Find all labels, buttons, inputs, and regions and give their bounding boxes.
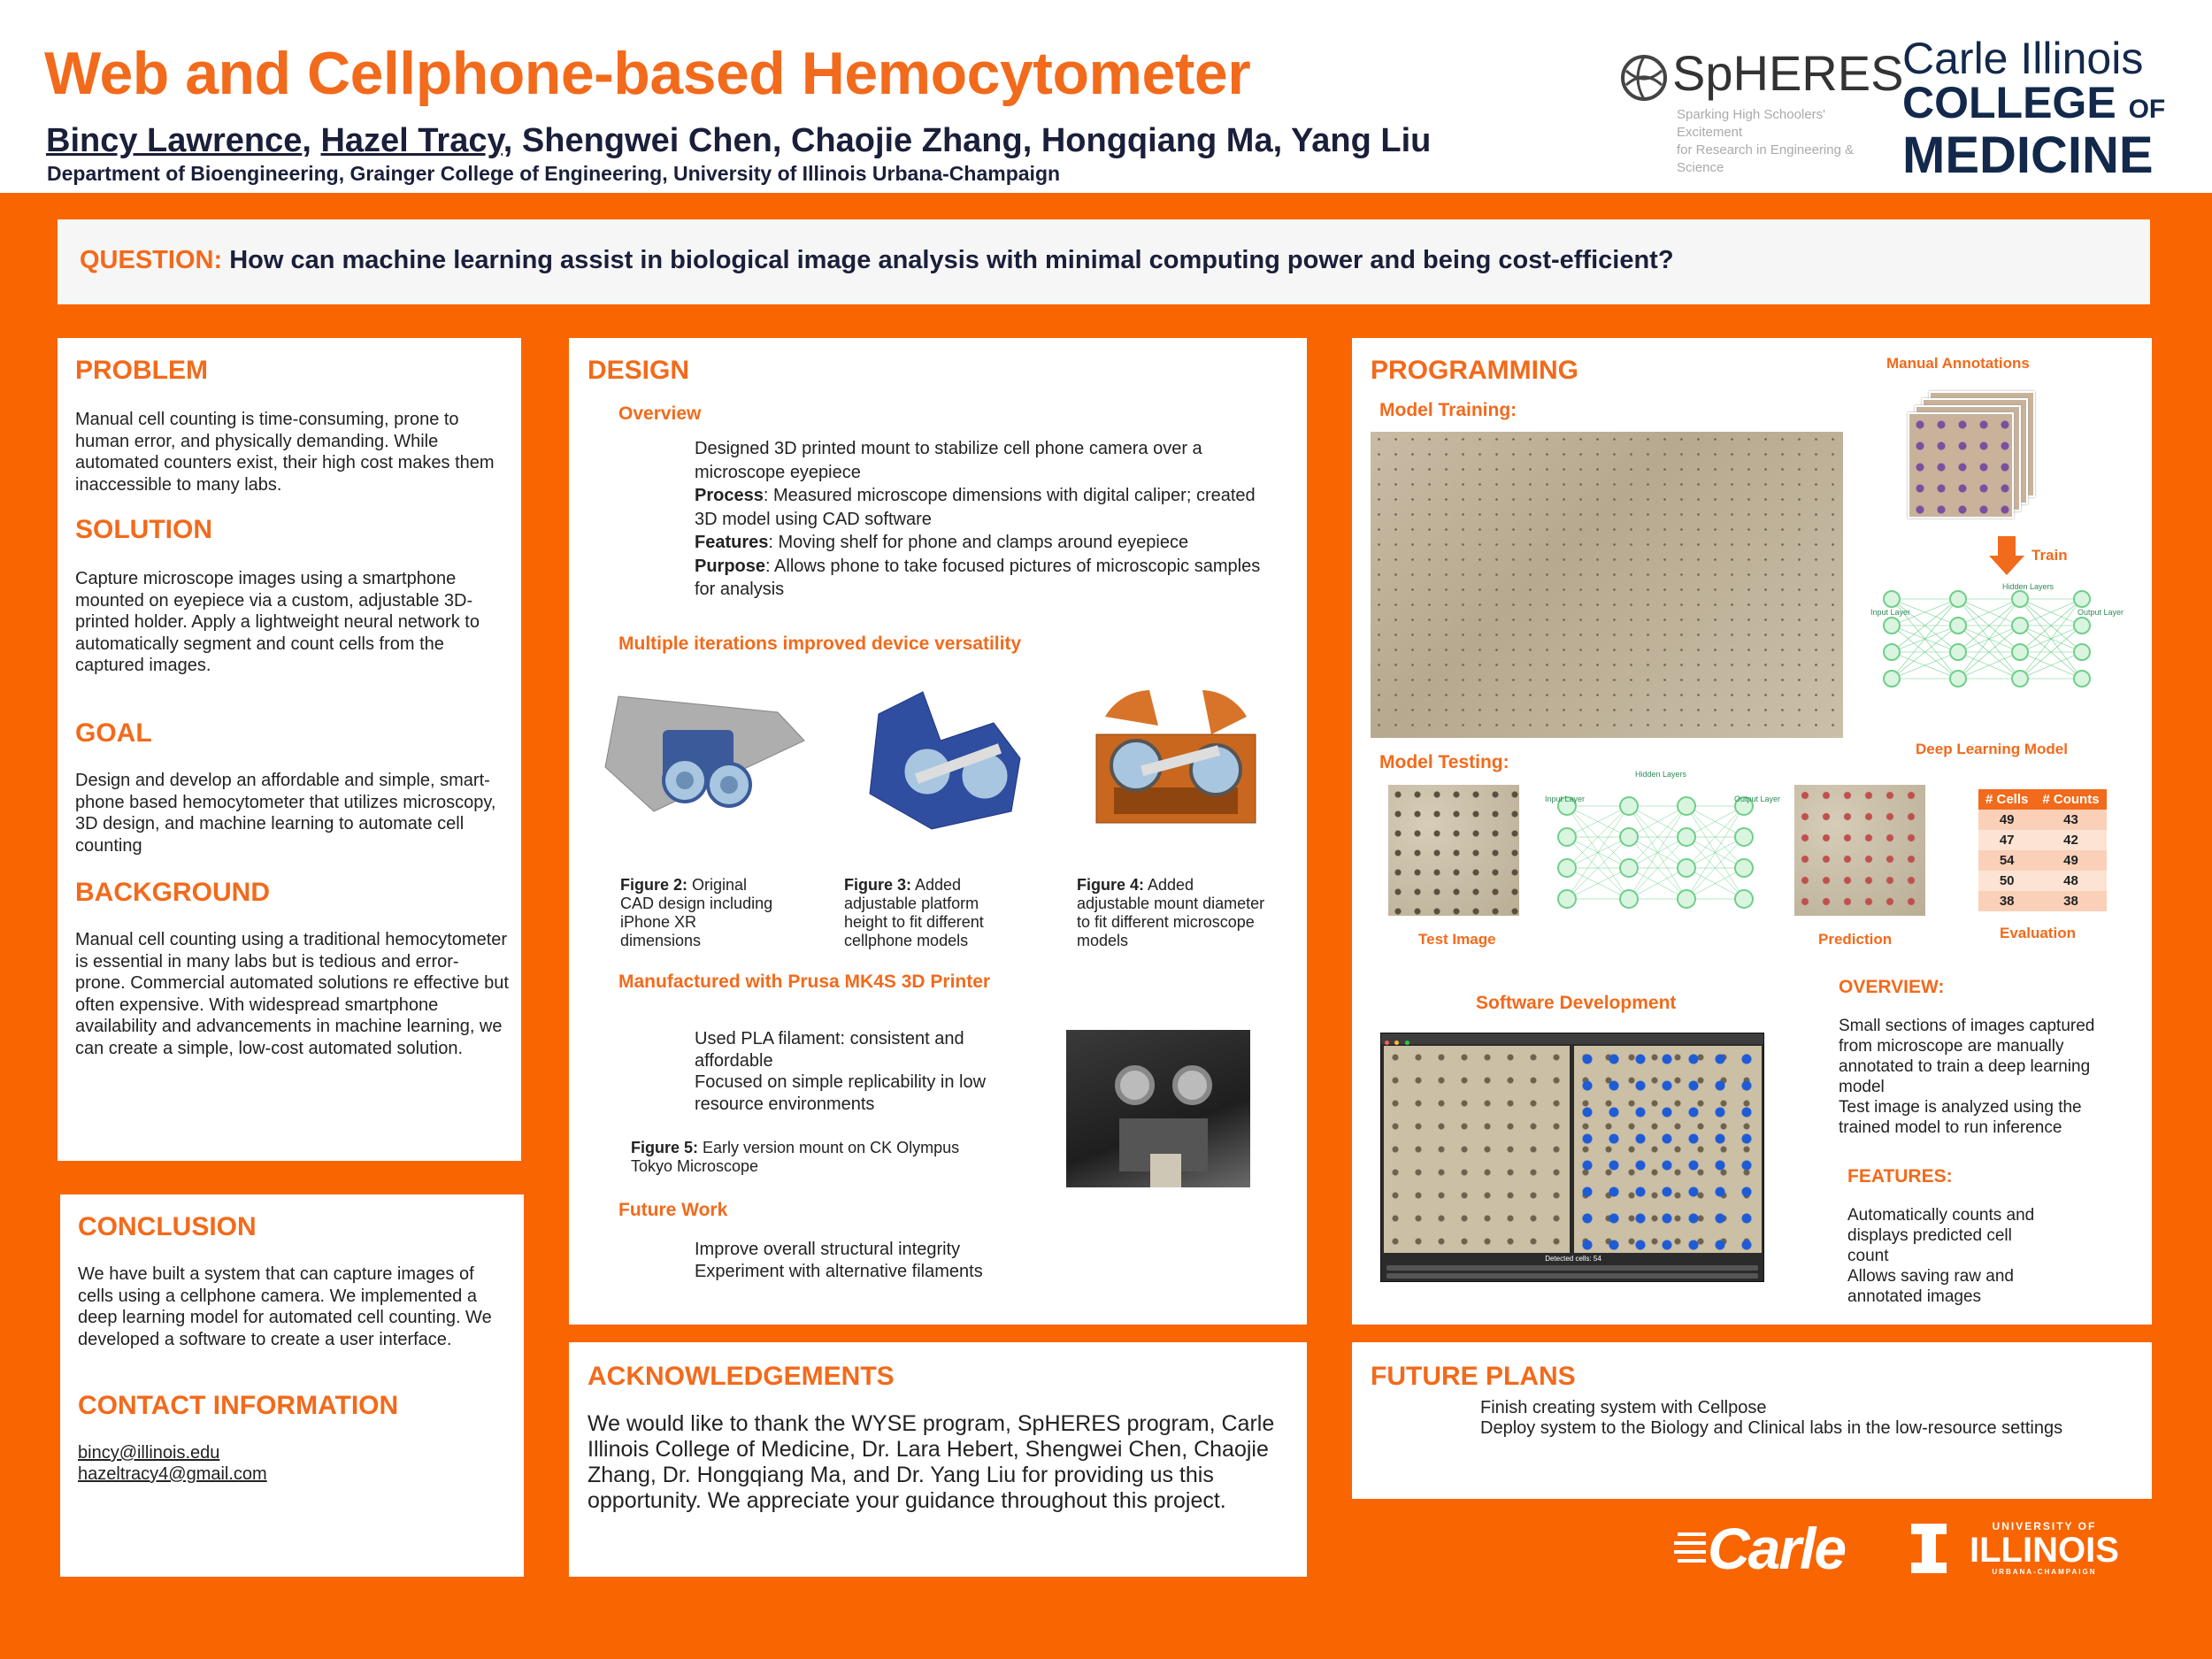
carle-logo-line1: Carle Illinois — [1902, 34, 2144, 83]
figure-3-label: Figure 3: — [844, 876, 912, 894]
test-image — [1388, 785, 1519, 916]
eval-header-counts: # Counts — [2035, 789, 2106, 810]
manual-annotations-stack — [1908, 391, 2058, 533]
window-titlebar — [1381, 1033, 1763, 1044]
feature-item: Automatically counts and displays predicted cell count — [1847, 1206, 2035, 1265]
eval-cell: 48 — [2035, 871, 2106, 891]
hidden-layers-label: Hidden Layers — [2002, 582, 2055, 591]
contact-heading: CONTACT INFORMATION — [78, 1391, 399, 1420]
question-label: QUESTION: — [80, 246, 223, 274]
block-i-icon — [1911, 1524, 1947, 1573]
author-2: Hazel Tracy, — [320, 122, 513, 159]
author-1: Bincy Lawrence — [46, 122, 303, 159]
carle-illinois-logo — [1902, 34, 2166, 184]
overview-item-text: : Measured microscope dimensions with digital caliper; created 3D model using CAD software — [695, 486, 1256, 529]
annotated-image-pane — [1574, 1046, 1762, 1253]
iterations-subheading: Multiple iterations improved device versatility — [618, 634, 1022, 654]
acknowledgements-text: We would like to thank the WYSE program, SpHERES program, Carle Illinois College of Medicine, Dr. Lara Hebert, Shengwei Chen, Chaojie Zhang, Dr. Hongqiang Ma, and Dr. Yang Liu for providing us this opportunity. We appreciate your guidance throughout this project. — [588, 1411, 1275, 1513]
carle-logo-of: OF — [2128, 95, 2166, 124]
future-plans-list — [1480, 1398, 2062, 1439]
background-heading: BACKGROUND — [75, 878, 270, 907]
neural-network-diagram — [1878, 581, 2144, 705]
poster-title: Web and Cellphone-based Hemocytometer — [44, 40, 1251, 107]
eval-header-cells: # Cells — [1978, 789, 2035, 810]
manufacturing-list — [695, 1028, 995, 1115]
background-text: Manual cell counting using a traditional hemocytometer is essential in many labs but is tedious and error-prone. Commercial automated solutions re effective but often expensive. With widespread smartphone availability and advancements in machine learning, we can create a simple, low-cost automated solution. — [75, 930, 509, 1058]
acknowledgements-panel — [569, 1342, 1307, 1577]
overview-subheading: Overview — [618, 403, 702, 424]
uni-line2: ILLINOIS — [1970, 1531, 2119, 1570]
cad-figure-4 — [1079, 681, 1273, 836]
conclusion-panel — [60, 1194, 524, 1577]
overview-item — [695, 555, 1261, 602]
conclusion-heading: CONCLUSION — [78, 1212, 257, 1241]
programming-panel — [1352, 338, 2152, 1325]
uni-line1: UNIVERSITY OF — [1992, 1520, 2097, 1532]
carle-logo-college: COLLEGE — [1902, 78, 2116, 127]
output-layer-label: Output Layer — [2078, 608, 2124, 617]
eval-cell: 50 — [1978, 871, 2035, 891]
neural-network-test-diagram — [1554, 784, 1793, 917]
figure-4-caption — [1077, 876, 1267, 950]
department: Department of Bioengineering, Grainger College of Engineering, University of Illinois Urbana-Champaign — [47, 162, 1061, 185]
eval-cell: 38 — [2035, 891, 2106, 911]
table-row — [1978, 871, 2107, 891]
carle-logo — [1681, 1515, 1845, 1582]
problem-heading: PROBLEM — [75, 356, 208, 385]
manual-annotations-label: Manual Annotations — [1886, 355, 2030, 372]
figure-2-caption — [620, 876, 780, 950]
output-layer-label-2: Output Layer — [1734, 795, 1781, 803]
spheres-tag-1: Sparking High Schoolers' Excitement — [1677, 107, 1825, 140]
prog-overview-item: Test image is analyzed using the trained model to run inference — [1839, 1098, 2082, 1137]
overview-item — [695, 531, 1261, 555]
carle-logo-line3: MEDICINE — [1902, 127, 2154, 184]
problem-text: Manual cell counting is time-consuming, prone to human error, and physically demanding. While automated counters exist, their high cost makes them inaccessible to many labs. — [75, 410, 495, 495]
email-link-2[interactable]: hazeltracy4@gmail.com — [78, 1464, 267, 1484]
eval-cell: 43 — [2035, 810, 2106, 830]
left-panel — [58, 338, 521, 1161]
future-work-item: Improve overall structural integrity — [695, 1240, 961, 1259]
microscope-training-image — [1371, 432, 1843, 738]
design-panel — [569, 338, 1307, 1325]
feature-item: Allows saving raw and annotated images — [1847, 1267, 2014, 1306]
cad-figure-2 — [601, 687, 810, 833]
spheres-tagline — [1677, 106, 1880, 177]
overview-list — [695, 437, 1261, 602]
future-plans-heading: FUTURE PLANS — [1371, 1362, 1576, 1391]
train-label: Train — [2032, 547, 2068, 564]
acknowledgements-heading: ACKNOWLEDGEMENTS — [588, 1362, 895, 1391]
overview-item-bold: Process — [695, 486, 764, 505]
input-layer-label-2: Input Layer — [1545, 795, 1586, 803]
future-plans-item: Finish creating system with Cellpose — [1480, 1398, 1767, 1417]
prog-overview-list — [1839, 1016, 2131, 1138]
test-image-label: Test Image — [1418, 931, 1496, 948]
eval-cell: 38 — [1978, 891, 2035, 911]
future-work-item: Experiment with alternative filaments — [695, 1261, 983, 1281]
figure-3-text: Added adjustable platform height to fit different cellphone models — [844, 876, 984, 949]
question-body: How can machine learning assist in biological image analysis with minimal computing power and being cost-efficient? — [229, 246, 1674, 274]
manufacturing-item: Used PLA filament: consistent and affordable — [695, 1029, 964, 1071]
model-testing-subheading: Model Testing: — [1379, 752, 1509, 772]
prediction-image — [1794, 785, 1925, 916]
detected-cells-readout: Detected cells: 54 — [1545, 1255, 1601, 1263]
input-layer-label: Input Layer — [1870, 608, 1911, 617]
spheres-logo — [1619, 35, 1904, 175]
goal-heading: GOAL — [75, 718, 152, 748]
manufacturing-item: Focused on simple replicability in low resource environments — [695, 1072, 987, 1114]
authors — [46, 122, 1431, 160]
software-dev-subheading: Software Development — [1476, 993, 1677, 1013]
figure-4-label: Figure 4: — [1077, 876, 1145, 894]
model-training-subheading: Model Training: — [1379, 400, 1517, 420]
table-row — [1978, 810, 2107, 830]
eval-cell: 42 — [2035, 830, 2106, 850]
evaluation-label: Evaluation — [2000, 925, 2076, 941]
uni-line3: URBANA-CHAMPAIGN — [1992, 1568, 2097, 1576]
spheres-globe-icon — [1619, 51, 1669, 104]
conclusion-text: We have built a system that can capture images of cells using a cellphone camera. We implemented a deep learning model for automated cell counting. We developed a software to create a user interface. — [78, 1264, 492, 1349]
carle-logo-line2 — [1902, 78, 2166, 131]
goal-text: Design and develop an affordable and simple, smart-phone based hemocytometer that utilizes microscopy, 3D design, and machine learning to automate cell counting — [75, 771, 496, 856]
overview-item-bold: Features — [695, 533, 769, 552]
spheres-tag-2: for Research in Engineering & Science — [1677, 142, 1855, 175]
eval-cell: 47 — [1978, 830, 2035, 850]
table-row — [1978, 830, 2107, 850]
train-arrow-icon — [1989, 536, 2024, 575]
question-text — [80, 246, 1674, 275]
programming-heading: PROGRAMMING — [1371, 356, 1578, 385]
authors-rest: Shengwei Chen, Chaojie Zhang, Hongqiang Ma, Yang Liu — [512, 122, 1432, 159]
figure-3-caption — [844, 876, 1012, 950]
features-subheading: FEATURES: — [1847, 1166, 1953, 1187]
author-sep: , — [302, 122, 321, 159]
email-link-1[interactable]: bincy@illinois.edu — [78, 1443, 220, 1463]
raw-image-pane — [1384, 1046, 1570, 1253]
carle-logo-text: Carle — [1708, 1516, 1846, 1581]
table-row — [1978, 850, 2107, 871]
deep-learning-model-label: Deep Learning Model — [1916, 741, 2068, 757]
microscope-mount-photo — [1066, 1030, 1250, 1187]
figure-5-text: Early version mount on CK Olympus Tokyo Microscope — [631, 1139, 960, 1175]
overview-item — [695, 484, 1261, 531]
header — [0, 0, 2212, 193]
prog-overview-subheading: OVERVIEW: — [1839, 977, 1945, 997]
evaluation-table — [1978, 789, 2107, 911]
solution-text: Capture microscope images using a smartphone mounted on eyepiece via a custom, adjustable 3D-printed holder. Apply a lightweight neural network to automatically segment and count cells from the captured images. — [75, 569, 480, 675]
overview-item-bold: Purpose — [695, 556, 766, 576]
table-row — [1978, 891, 2107, 911]
figure-4-text: Added adjustable mount diameter to fit different microscope models — [1077, 876, 1265, 949]
university-of-illinois-logo — [1970, 1520, 2119, 1576]
future-plans-panel — [1352, 1342, 2152, 1499]
cad-figure-3 — [861, 687, 1038, 833]
future-work-list — [695, 1239, 1225, 1282]
figure-5-caption — [631, 1139, 994, 1176]
eval-cell: 49 — [2035, 850, 2106, 871]
overview-item: Designed 3D printed mount to stabilize cell phone camera over a microscope eyepiece — [695, 439, 1202, 482]
save-image-button[interactable] — [1386, 1273, 1758, 1279]
eval-cell: 49 — [1978, 810, 2035, 830]
prog-overview-item: Small sections of images captured from microscope are manually annotated to train a deep learning model — [1839, 1017, 2095, 1096]
eval-cell: 54 — [1978, 850, 2035, 871]
question-panel — [58, 219, 2150, 304]
design-heading: DESIGN — [588, 356, 690, 385]
manufacturing-subheading: Manufactured with Prusa MK4S 3D Printer — [618, 972, 991, 992]
software-window-screenshot — [1380, 1033, 1764, 1282]
hidden-layers-label-2: Hidden Layers — [1635, 770, 1687, 779]
figure-2-label: Figure 2: — [620, 876, 688, 894]
prediction-label: Prediction — [1818, 931, 1893, 948]
overview-item-text: : Moving shelf for phone and clamps around eyepiece — [768, 533, 1189, 552]
carle-lines-icon — [1674, 1527, 1709, 1571]
overview-item-text: : Allows phone to take focused pictures of microscopic samples for analysis — [695, 556, 1261, 599]
figure-5-label: Figure 5: — [631, 1139, 699, 1156]
future-plans-item: Deploy system to the Biology and Clinical labs in the low-resource settings — [1480, 1418, 2063, 1438]
future-work-subheading: Future Work — [618, 1200, 728, 1220]
spheres-wordmark: SpHERES — [1672, 45, 1904, 101]
load-image-button[interactable] — [1386, 1265, 1758, 1271]
features-list — [1847, 1205, 2051, 1307]
figure-2-text: Original CAD design including iPhone XR dimensions — [620, 876, 773, 949]
solution-heading: SOLUTION — [75, 515, 212, 544]
